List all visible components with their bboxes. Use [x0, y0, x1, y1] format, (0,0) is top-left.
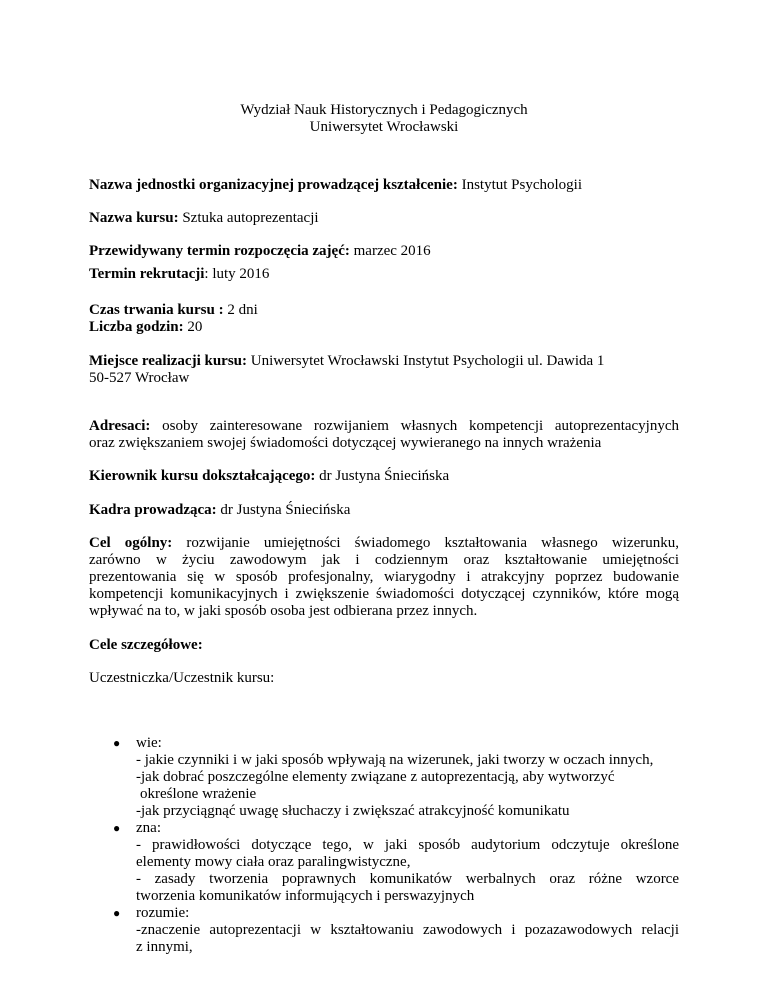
place-value: Uniwersytet Wrocławski Instytut Psychologii ul. Dawida 1	[247, 353, 605, 369]
place-block	[89, 353, 679, 387]
staff-label: Kadra prowadząca:	[89, 502, 217, 518]
general-goal-block	[89, 535, 679, 620]
staff-value: dr Justyna Śniecińska	[216, 502, 351, 518]
goal-line-4: kompetencji komunikacyjnych i zwiększenie świadomości dotyczącej czynników, które mogą	[89, 586, 679, 602]
goal-label: Cel ogólny:	[89, 535, 173, 551]
unit-row	[89, 177, 679, 194]
staff-row	[89, 502, 679, 519]
place-row	[89, 353, 679, 370]
recruitment-row	[89, 266, 679, 283]
course-value: Sztuka autoprezentacji	[178, 210, 319, 226]
head-row	[89, 468, 679, 485]
audience-block	[89, 418, 679, 452]
place-label: Miejsce realizacji kursu:	[89, 353, 248, 369]
duration-label: Czas trwania kursu :	[89, 302, 224, 318]
university-name: Uniwersytet Wrocławski	[309, 119, 459, 135]
faculty-name: Wydział Nauk Historycznych i Pedagogicznych	[240, 102, 528, 118]
document-header	[0, 102, 768, 136]
place-postal: 50-527 Wrocław	[89, 370, 190, 386]
goal-line-5: wpływać na to, w jaki sposób osoba jest odbierana przez innych.	[89, 603, 478, 619]
participant-label: Uczestniczka/Uczestnik kursu:	[89, 670, 275, 686]
goal-line-3: prezentowania się w sposób profesjonalny, wiarygodny i atrakcyjny poprzez budowanie	[89, 569, 679, 585]
start-row	[89, 243, 679, 260]
head-value: dr Justyna Śniecińska	[315, 468, 450, 484]
hours-value: 20	[183, 319, 203, 335]
audience-line-2: oraz zwiększaniem swojej świadomości dotyczącej wywieranego na innych wrażenia	[89, 435, 602, 451]
recruitment-label: Termin rekrutacji	[89, 266, 205, 282]
bullet-icon: ●	[113, 906, 121, 920]
recruitment-value: : luty 2016	[204, 266, 270, 282]
bullet-icon: ●	[113, 821, 121, 835]
head-label: Kierownik kursu dokształcającego:	[89, 468, 316, 484]
list-item: ● rozumie: -znaczenie autoprezentacji w kształtowaniu zawodowych i pozazawodowych relacji z innymi,	[113, 905, 679, 955]
hours-label: Liczba godzin:	[89, 319, 184, 335]
duration-row	[89, 302, 679, 319]
list-item: ● zna: - prawidłowości dotyczące tego, w jaki sposób audytorium odczytuje określone elementy mowy ciała oraz paralingwistyczne, - zasady tworzenia poprawnych komunikatów werbalnych oraz różne wzorce tworzenia komunikatów informujących i perswazyjnych	[113, 820, 679, 904]
unit-value: Instytut Psychologii	[457, 177, 583, 193]
start-value: marzec 2016	[349, 243, 431, 259]
audience-label: Adresaci:	[89, 418, 151, 434]
course-label: Nazwa kursu:	[89, 210, 179, 226]
course-row	[89, 210, 679, 227]
goal-line-1: Cel ogólny: rozwijanie umiejętności świadomego kształtowania własnego wizerunku,	[89, 535, 679, 551]
duration-value: 2 dni	[223, 302, 258, 318]
unit-label: Nazwa jednostki organizacyjnej prowadzącej kształcenie:	[89, 177, 458, 193]
audience-line-1: Adresaci: osoby zainteresowane rozwijaniem własnych kompetencji autoprezentacyjnych	[89, 418, 679, 434]
goal-line-2: zarówno w życiu zawodowym jak i codziennym oraz kształtowanie umiejętności	[89, 552, 679, 568]
duration-block	[89, 302, 679, 336]
list-item: ● wie: - jakie czynniki i w jaki sposób wpływają na wizerunek, jaki tworzy w oczach innych, -jak dobrać poszczególne elementy związane z autoprezentacją, aby wytworzyć określone wrażenie -jak przyciągnąć uwagę słuchaczy i zwiększać atrakcyjność komunikatu	[113, 735, 654, 819]
specific-goals-list	[89, 735, 679, 956]
bullet-icon: ●	[113, 736, 121, 750]
start-label: Przewidywany termin rozpoczęcia zajęć:	[89, 243, 350, 259]
specific-goals-heading: Cele szczegółowe:	[89, 637, 203, 653]
hours-row	[89, 319, 679, 336]
